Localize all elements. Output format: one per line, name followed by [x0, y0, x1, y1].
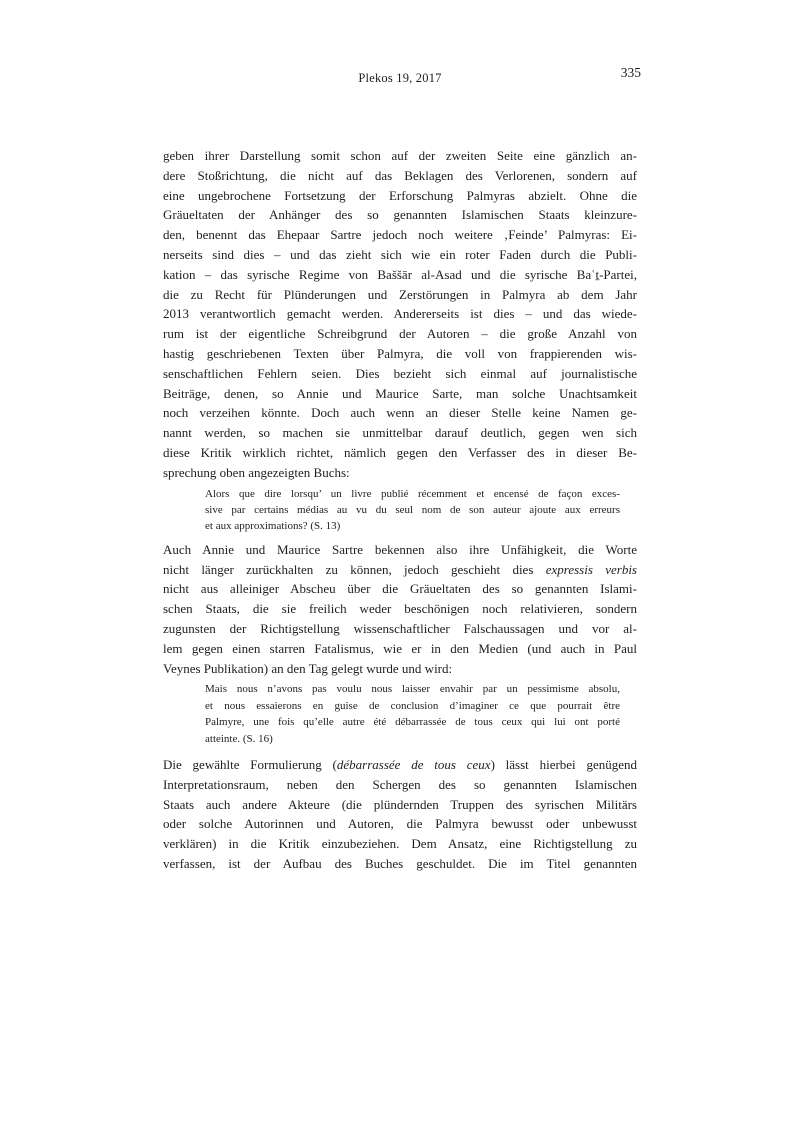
page-body-text [163, 146, 637, 874]
text-line [205, 681, 620, 697]
text-line [163, 403, 637, 423]
text-segment: Auch Annie und Maurice Sartre bekennen also ihre Unfähigkeit, die Worte [163, 541, 637, 557]
text-line [163, 205, 637, 225]
block-quote-1 [205, 486, 620, 535]
text-segment: atteinte. (S. 16) [205, 732, 273, 745]
text-segment: nicht länger zurückhalten zu können, jedoch geschieht dies [163, 561, 546, 577]
text-segment: verklären) in die Kritik einzubeziehen. Dem Ansatz, eine Richtigstellung zu [163, 836, 637, 852]
text-segment: hastig geschriebenen Texten über Palmyra, die voll von frappierenden wis- [163, 345, 637, 361]
text-segment: noch verzeihen könnte. Doch auch wenn an dieser Stelle keine Namen ge- [163, 405, 637, 421]
text-segment: oder solche Autorinnen und Autoren, die Palmyra bewusst oder unbewusst [163, 816, 637, 832]
text-segment: nicht aus alleiniger Abscheu über die Gräueltaten des so genannten Islami- [163, 581, 637, 597]
text-line [163, 560, 637, 580]
body-paragraph-2 [163, 540, 637, 679]
page-number: 335 [620, 65, 641, 80]
text-segment: Beiträge, denen, so Annie und Maurice Sarte, man solche Unachtsamkeit [163, 385, 637, 401]
text-line [163, 423, 637, 443]
text-line [163, 619, 637, 639]
text-segment: ) lässt hierbei genügend [490, 756, 638, 772]
text-line [163, 854, 637, 874]
text-line [163, 775, 637, 795]
text-segment: lem gegen einen starren Fatalismus, wie er in den Medien (und auch in Paul [163, 640, 637, 656]
text-line [205, 714, 620, 730]
text-segment: die zu Recht für Plünderungen und Zerstörungen in Palmyra ab dem Jahr [163, 286, 637, 302]
text-segment: et aux approximations? (S. 13) [205, 520, 341, 533]
text-segment: senschaftlichen Fehlern seien. Dies bezieht sich einmal auf journalistische [163, 365, 637, 381]
text-line [163, 324, 637, 344]
text-line [163, 579, 637, 599]
text-line [163, 225, 637, 245]
block-quote-2 [205, 681, 620, 747]
running-head: Plekos 19, 2017 [358, 71, 442, 85]
italic-text-segment: expressis verbis [545, 561, 637, 577]
text-segment: Staats auch andere Akteure (die plündernden Truppen des syrischen Militärs [163, 796, 637, 812]
text-segment: geben ihrer Darstellung somit schon auf der zweiten Seite eine gänzlich an- [163, 148, 637, 163]
text-line [163, 245, 637, 265]
text-line [205, 518, 620, 534]
text-segment: kation – das syrische Regime von Baššār al-Asad und die syrische Baʿṯ-Partei, [163, 266, 637, 282]
text-line [163, 540, 637, 560]
text-segment: Alors que dire lorsqu’ un livre publié récemment et encensé de façon exces- [205, 487, 620, 500]
text-segment: eine ungebrochene Fortsetzung der Erforschung Palmyras abzielt. Ohne die [163, 187, 637, 203]
text-line [205, 731, 620, 747]
text-line [163, 659, 637, 679]
text-line [163, 344, 637, 364]
text-segment: verfassen, ist der Aufbau des Buches geschuldet. Die im Titel genannten [163, 855, 637, 871]
text-segment: Palmyre, une fois qu’elle autre été débarrassée de tous ceux qui lui ont porté [205, 716, 620, 729]
body-paragraph-1 [163, 146, 637, 483]
body-paragraph-3 [163, 755, 637, 874]
text-line [163, 364, 637, 384]
text-line [205, 486, 620, 502]
text-segment: rum ist der eigentliche Schreibgrund der Autoren – die große Anzahl von [163, 326, 637, 342]
text-line [163, 265, 637, 285]
text-line [163, 384, 637, 404]
text-line [163, 599, 637, 619]
text-line [163, 186, 637, 206]
text-segment: sprechung oben angezeigten Buchs: [163, 464, 350, 480]
text-line [205, 698, 620, 714]
text-segment: nannt werden, so machen sie unmittelbar darauf deutlich, gegen wen sich [163, 425, 637, 441]
text-segment: et nous essaierons en guise de conclusion d’imaginer ce que pourrait être [205, 699, 620, 712]
text-line [163, 814, 637, 834]
text-segment: 2013 verantwortlich gemacht werden. Andererseits ist dies – und das wiede- [163, 306, 637, 322]
text-segment: Veynes Publikation) an den Tag gelegt wurde und wird: [163, 660, 453, 676]
text-line [163, 285, 637, 305]
text-segment: Mais nous n’avons pas voulu nous laisser envahir par un pessimisme absolu, [205, 683, 620, 696]
text-segment: Gräueltaten der Anhänger des so genannten Islamischen Staats kleinzure- [163, 207, 637, 223]
text-segment: Die gewählte Formulierung ( [163, 756, 337, 772]
text-segment: zugunsten der Richtigstellung wissenschaftlicher Falschaussagen und vor al- [163, 620, 637, 636]
text-line [163, 443, 637, 463]
text-segment: Interpretationsraum, neben den Schergen des so genannten Islamischen [163, 776, 637, 792]
italic-text-segment: débarrassée de tous ceux [336, 756, 491, 772]
text-line [163, 304, 637, 324]
text-line [163, 639, 637, 659]
text-segment: dere Stoßrichtung, die nicht auf das Beklagen des Verlorenen, sondern auf [163, 167, 637, 183]
text-line [205, 502, 620, 518]
text-line [163, 834, 637, 854]
text-segment: diese Kritik wirklich richtet, nämlich gegen den Verfasser des in dieser Be- [163, 444, 637, 460]
text-line [163, 146, 637, 166]
text-segment: schen Staats, die sie freilich weder beschönigen noch relativieren, sondern [163, 601, 637, 617]
text-line [163, 166, 637, 186]
text-segment: nerseits sind dies – und das zieht sich wie ein roter Faden durch die Publi- [163, 246, 637, 262]
text-line [163, 755, 637, 775]
text-segment: den, benennt das Ehepaar Sartre jedoch noch weitere ‚Feinde’ Palmyras: Ei- [163, 227, 637, 243]
text-segment: sive par certains médias au vu du seul nom de son auteur ajoute aux erreurs [205, 503, 620, 516]
text-line [163, 795, 637, 815]
text-line [163, 463, 637, 483]
